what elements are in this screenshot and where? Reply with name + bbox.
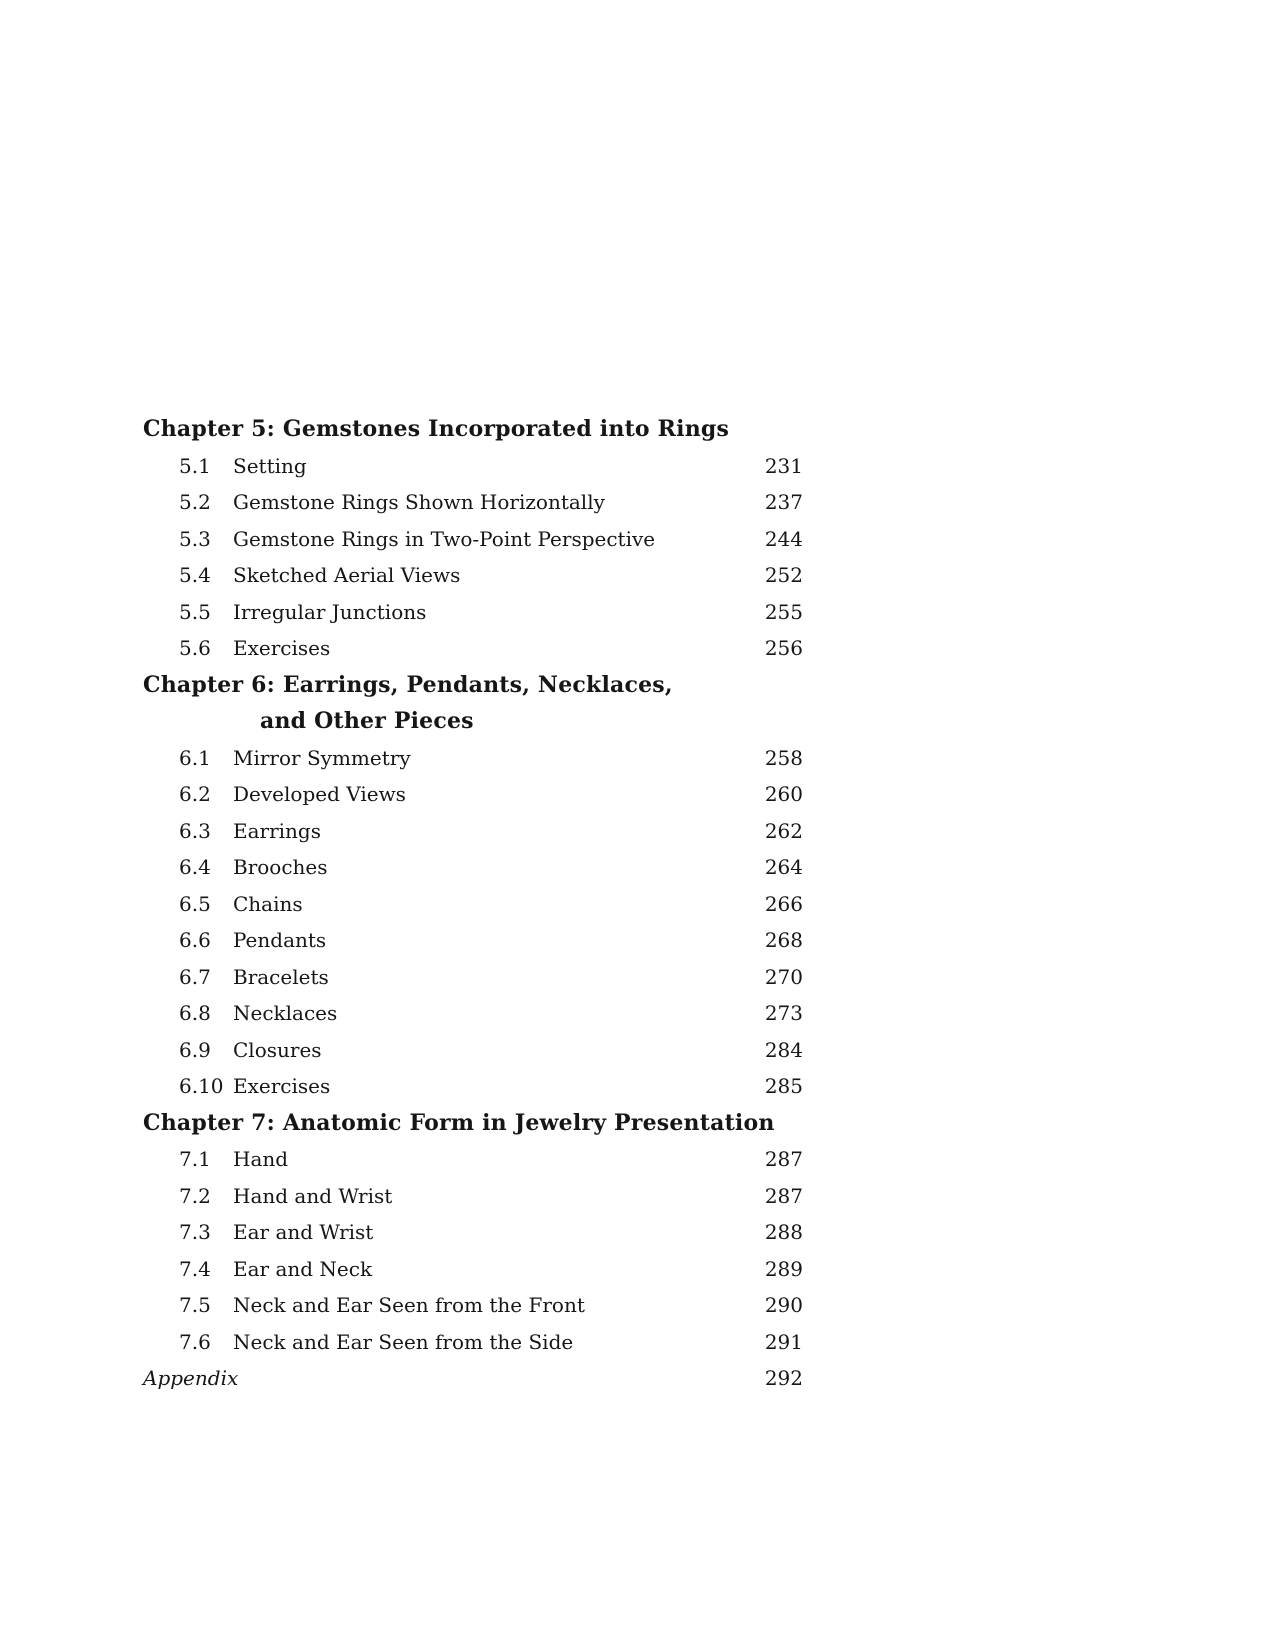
entry-title: Closures (233, 1037, 322, 1062)
toc-entry-row (143, 886, 803, 923)
entry-section-number: 6.7 (179, 964, 211, 989)
entry-page-number: 231 (764, 453, 803, 478)
entry-page-number: 285 (764, 1074, 803, 1098)
entry-section-number: 5.3 (179, 526, 211, 551)
chapter-heading: Chapter 7: Anatomic Form in Jewelry Presentation (143, 1109, 775, 1136)
entry-page-number: 273 (764, 1001, 803, 1025)
entry-section-number: 6.4 (179, 855, 211, 879)
entry-section-number: 6.6 (179, 928, 211, 952)
toc-entry-row (143, 922, 803, 959)
entry-page-number: 284 (764, 1037, 803, 1062)
entry-title: Neck and Ear Seen from the Side (233, 1329, 574, 1354)
toc-entry-row (143, 776, 803, 813)
entry-section-number: 7.5 (179, 1293, 211, 1317)
toc-entry-row (143, 1141, 803, 1178)
entry-page-number: 266 (764, 891, 803, 916)
entry-section-number: 7.4 (179, 1256, 211, 1281)
entry-page-number: 287 (764, 1147, 803, 1171)
entry-page-number: 258 (764, 745, 803, 770)
toc-entry-row (143, 448, 803, 485)
entry-section-number: 6.5 (179, 891, 211, 916)
toc-entry-row (143, 1178, 803, 1215)
entry-page-number: 270 (764, 964, 803, 989)
toc-entry-row (143, 740, 803, 777)
entry-section-number: 7.2 (179, 1183, 211, 1208)
toc-entry-row (143, 1251, 803, 1288)
toc-entry-row (143, 557, 803, 594)
entry-section-number: 6.2 (179, 782, 211, 806)
entry-page-number: 264 (764, 855, 803, 879)
entry-title: Brooches (233, 855, 328, 879)
entry-title: Neck and Ear Seen from the Front (233, 1293, 585, 1317)
table-of-contents (143, 411, 803, 1397)
entry-page-number: 268 (764, 928, 803, 952)
entry-section-number: 6.3 (179, 818, 211, 843)
entry-title: Exercises (233, 1074, 331, 1098)
entry-title: Earrings (233, 818, 321, 843)
entry-title: Gemstone Rings Shown Horizontally (233, 490, 605, 514)
toc-entry-row (143, 1324, 803, 1361)
entry-title: Hand (233, 1147, 289, 1171)
entry-title: Irregular Junctions (233, 599, 427, 624)
entry-title: Chains (233, 891, 303, 916)
toc-entry-row (143, 1032, 803, 1069)
entry-page-number: 256 (764, 636, 803, 660)
entry-title: Ear and Neck (233, 1256, 373, 1281)
toc-entry-row (143, 630, 803, 667)
entry-section-number: 5.1 (179, 453, 211, 478)
entry-page-number: 260 (764, 782, 803, 806)
entry-title: Sketched Aerial Views (233, 563, 461, 587)
back-matter-page-number: 292 (764, 1366, 803, 1390)
entry-page-number: 288 (764, 1220, 803, 1244)
entry-section-number: 6.8 (179, 1001, 211, 1025)
toc-entry-row (143, 1214, 803, 1251)
entry-section-number: 5.4 (179, 563, 211, 587)
entry-section-number: 7.1 (179, 1147, 211, 1171)
entry-title: Hand and Wrist (233, 1183, 393, 1208)
toc-entry-row (143, 1068, 803, 1105)
entry-page-number: 255 (764, 599, 803, 624)
toc-entry-row (143, 995, 803, 1032)
entry-section-number: 7.3 (179, 1220, 211, 1244)
entry-section-number: 5.2 (179, 490, 211, 514)
entry-page-number: 237 (764, 490, 803, 514)
entry-section-number: 6.10 (179, 1074, 224, 1098)
entry-title: Pendants (233, 928, 327, 952)
entry-section-number: 5.5 (179, 599, 211, 624)
toc-entry-row (143, 959, 803, 996)
entry-title: Exercises (233, 636, 331, 660)
toc-entry-row (143, 594, 803, 631)
entry-section-number: 6.1 (179, 745, 211, 770)
entry-page-number: 287 (764, 1183, 803, 1208)
chapter-heading-continuation: and Other Pieces (260, 708, 474, 734)
entry-section-number: 5.6 (179, 636, 211, 660)
entry-title: Bracelets (233, 964, 329, 989)
entry-page-number: 291 (764, 1329, 803, 1354)
entry-title: Developed Views (233, 782, 406, 806)
toc-entry-row (143, 813, 803, 850)
entry-title: Necklaces (233, 1001, 338, 1025)
entry-page-number: 244 (764, 526, 803, 551)
entry-title: Mirror Symmetry (233, 745, 411, 770)
entry-title: Setting (233, 453, 307, 478)
toc-entry-row (143, 484, 803, 521)
toc-entry-row (143, 521, 803, 558)
entry-title: Ear and Wrist (233, 1220, 374, 1244)
entry-section-number: 6.9 (179, 1037, 211, 1062)
entry-page-number: 252 (764, 563, 803, 587)
toc-entry-row (143, 849, 803, 886)
entry-page-number: 289 (764, 1256, 803, 1281)
chapter-heading: Chapter 6: Earrings, Pendants, Necklaces, (143, 671, 673, 698)
entry-title: Gemstone Rings in Two-Point Perspective (233, 526, 656, 551)
chapter-heading: Chapter 5: Gemstones Incorporated into Rings (143, 416, 730, 442)
toc-entry-row (143, 1287, 803, 1324)
back-matter-row (143, 1360, 803, 1397)
entry-section-number: 7.6 (179, 1329, 211, 1354)
entry-page-number: 262 (764, 818, 803, 843)
back-matter-title: Appendix (143, 1366, 239, 1390)
entry-page-number: 290 (764, 1293, 803, 1317)
